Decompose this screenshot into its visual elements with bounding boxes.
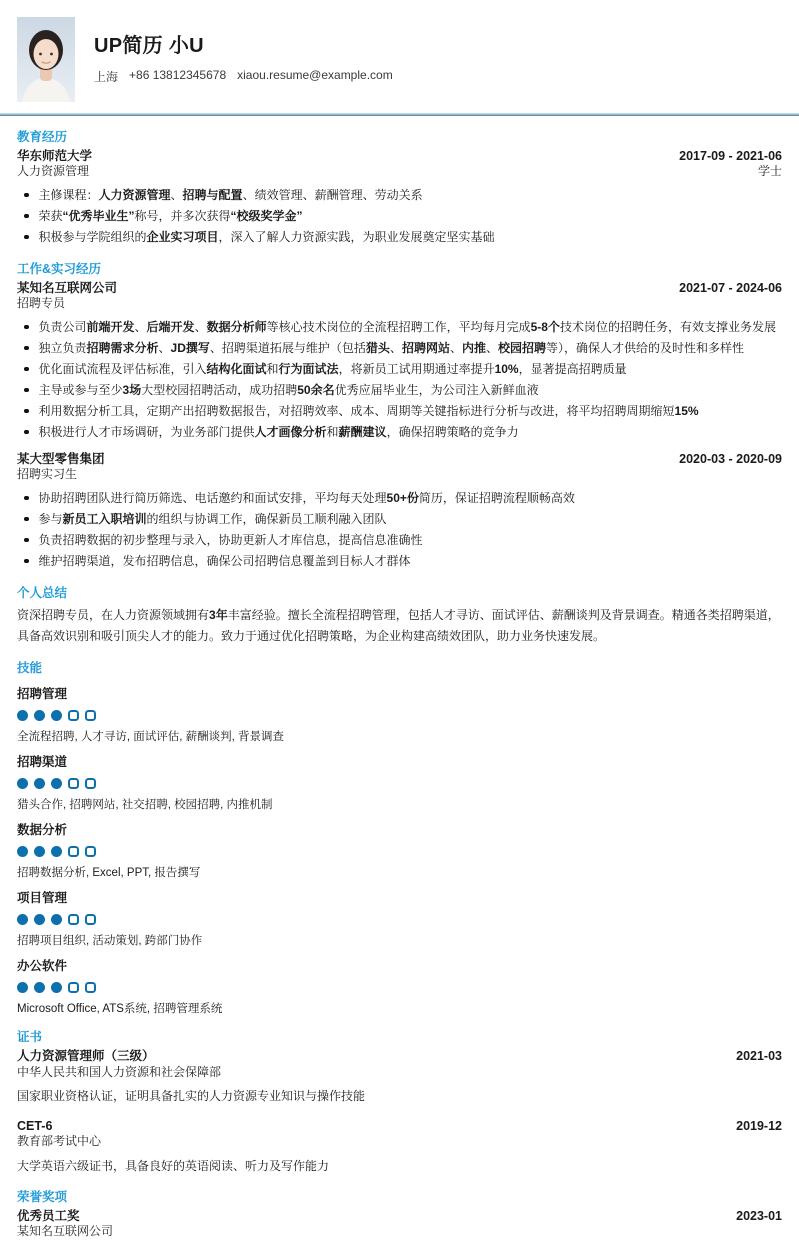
skill-description: 猎头合作, 招聘网站, 社交招聘, 校园招聘, 内推机制 (17, 799, 273, 812)
award-issuer: 某知名互联网公司 (17, 1224, 114, 1239)
bullet-marker (24, 388, 29, 393)
skill-description: Microsoft Office, ATS系统, 招聘管理系统 (17, 1003, 223, 1016)
bullet-marker (24, 559, 29, 564)
certificate-entry-title: 人力资源管理师（三级） (17, 1049, 155, 1064)
skill-name: 项目管理 (17, 891, 68, 906)
certificate-entry (17, 1048, 782, 1104)
bullet-marker (24, 367, 29, 372)
bullet-text: 负责招聘数据的初步整理与录入，协助更新人才库信息，提高信息准确性 (38, 532, 423, 547)
section-title-summary: 个人总结 (17, 585, 68, 600)
skill-dot-empty (85, 710, 96, 721)
education-bullets (17, 185, 782, 248)
skill-dot-filled (51, 846, 62, 857)
skill-dot-empty (68, 982, 79, 993)
skill-dot-filled (17, 778, 28, 789)
skill-name: 招聘管理 (17, 687, 68, 702)
bullet-item (17, 401, 782, 422)
bullet-item (17, 338, 782, 359)
skill-dot-filled (51, 710, 62, 721)
skill-description: 招聘项目组织, 活动策划, 跨部门协作 (17, 935, 203, 948)
bullet-text: 维护招聘渠道，发布招聘信息，确保公司招聘信息覆盖到目标人才群体 (38, 553, 411, 568)
skill-name: 办公软件 (17, 959, 68, 974)
skill-dot-empty (68, 914, 79, 925)
award-entry-date: 2023-01 (736, 1209, 782, 1224)
education-entry (17, 148, 782, 248)
skill-dot-empty (85, 982, 96, 993)
header-info (94, 17, 393, 102)
skill-level-dots (17, 914, 782, 925)
bullet-marker (24, 517, 29, 522)
work-entry (17, 280, 782, 443)
avatar-illustration (17, 17, 75, 102)
skill-description: 全流程招聘, 人才寻访, 面试评估, 薪酬谈判, 背景调查 (17, 731, 285, 744)
contact-phone: +86 13812345678 (129, 68, 227, 82)
work-entry-date: 2021-07 - 2024-06 (679, 280, 782, 295)
bullet-item (17, 227, 782, 248)
certificate-description: 大学英语六级证书，具备良好的英语阅读、听力及写作能力 (17, 1158, 330, 1173)
bullet-marker (24, 538, 29, 543)
bullet-marker (24, 325, 29, 330)
skill-level-dots (17, 846, 782, 857)
bullet-marker (24, 409, 29, 414)
skill-dot-empty (68, 846, 79, 857)
contact-location: 上海 (94, 70, 119, 84)
work-entry-title: 某知名互联网公司 (17, 280, 118, 295)
resume-header (17, 17, 782, 102)
section-title-awards: 荣誉奖项 (17, 1190, 68, 1205)
section-work (17, 259, 782, 572)
certificate-description: 国家职业资格认证，证明具备扎实的人力资源专业知识与操作技能 (17, 1089, 366, 1104)
skill-item (17, 956, 782, 1016)
candidate-name: UP简历 小U (94, 35, 204, 57)
skill-dot-filled (34, 982, 45, 993)
skill-dot-filled (17, 914, 28, 925)
bullet-text: 利用数据分析工具，定期产出招聘数据报告，对招聘效率、成本、周期等关键指标进行分析与改进，将平均招聘周期缩短15% (38, 403, 699, 418)
job-role: 招聘专员 (17, 296, 66, 311)
summary-text: 资深招聘专员，在人力资源领域拥有3年丰富经验。擅长全流程招聘管理，包括人才寻访、面试评估、薪酬谈判及背景调查。精通各类招聘渠道，具备高效识别和吸引顶尖人才的能力。致力于通过优化招聘策略，为企业构建高绩效团队，助力业务快速发展。 (17, 607, 780, 643)
section-title-work: 工作&实习经历 (17, 261, 102, 276)
education-entry-left (17, 148, 92, 180)
work-bullets (17, 317, 782, 443)
section-skills (17, 658, 782, 1016)
skill-item (17, 752, 782, 812)
education-date: 2017-09 - 2021-06 (679, 149, 782, 163)
skill-dot-filled (51, 778, 62, 789)
work-entry (17, 451, 782, 572)
school-name: 华东师范大学 (17, 149, 93, 163)
education-entry-head (17, 148, 782, 180)
bullet-item (17, 380, 782, 401)
skill-name: 数据分析 (17, 823, 68, 838)
work-entry-title: 某大型零售集团 (17, 451, 105, 466)
section-title-skills: 技能 (17, 661, 43, 676)
bullet-text: 积极进行人才市场调研，为业务部门提供人才画像分析和薪酬建议，确保招聘策略的竞争力 (38, 424, 519, 439)
skill-dot-filled (51, 914, 62, 925)
section-title-education: 教育经历 (17, 130, 68, 144)
award-entry (17, 1208, 782, 1240)
bullet-text: 荣获“优秀毕业生”称号，并多次获得“校级奖学金” (38, 208, 303, 223)
bullet-marker (24, 496, 29, 501)
bullet-marker (24, 346, 29, 351)
bullet-marker (24, 235, 29, 240)
bullet-item (17, 185, 782, 206)
bullet-item (17, 317, 782, 338)
bullet-text: 协助招聘团队进行简历筛选、电话邀约和面试安排，平均每天处理50+份简历，保证招聘流程顺畅高效 (38, 490, 575, 505)
bullet-text: 独立负责招聘需求分析、JD撰写、招聘渠道拓展与维护（包括猎头、招聘网站、内推、校园招聘等），确保人才供给的及时性和多样性 (38, 340, 745, 355)
bullet-item (17, 530, 782, 551)
skill-dot-empty (85, 778, 96, 789)
certificate-issuer: 中华人民共和国人力资源和社会保障部 (17, 1064, 222, 1079)
skill-dot-filled (51, 982, 62, 993)
bullet-item (17, 422, 782, 443)
section-summary (17, 583, 782, 648)
section-education (17, 127, 782, 248)
skill-dot-empty (85, 846, 96, 857)
bullet-text: 负责公司前端开发、后端开发、数据分析师等核心技术岗位的全流程招聘工作，平均每月完成5-8个技术岗位的招聘任务，有效支撑业务发展 (38, 319, 776, 334)
header-divider (0, 113, 799, 116)
education-entries (17, 148, 782, 248)
bullet-text: 积极参与学院组织的企业实习项目，深入了解人力资源实践，为职业发展奠定坚实基础 (38, 229, 495, 244)
bullet-text: 主修课程：人力资源管理、招聘与配置、绩效管理、薪酬管理、劳动关系 (38, 187, 423, 202)
major-name: 人力资源管理 (17, 164, 90, 179)
contact-info (94, 68, 393, 85)
profile-photo (17, 17, 75, 102)
degree-name: 学士 (757, 164, 782, 179)
bullet-marker (24, 193, 29, 198)
certificate-entry-head (17, 1118, 782, 1134)
skill-dot-filled (34, 778, 45, 789)
section-awards (17, 1187, 782, 1240)
skill-level-dots (17, 710, 782, 721)
award-entry-head (17, 1208, 782, 1224)
skill-name: 招聘渠道 (17, 755, 68, 770)
section-title-certificates: 证书 (17, 1030, 43, 1045)
skill-dot-empty (68, 710, 79, 721)
skill-description: 招聘数据分析, Excel, PPT, 报告撰写 (17, 867, 201, 880)
certificate-issuer: 教育部考试中心 (17, 1133, 102, 1148)
skill-level-dots (17, 778, 782, 789)
work-entry-date: 2020-03 - 2020-09 (679, 451, 782, 466)
contact-email: xiaou.resume@example.com (237, 68, 393, 82)
certificate-entry-title: CET-6 (17, 1118, 53, 1133)
bullet-item (17, 509, 782, 530)
skill-dot-filled (34, 710, 45, 721)
bullet-marker (24, 214, 29, 219)
bullet-item (17, 359, 782, 380)
work-entries (17, 280, 782, 572)
bullet-item (17, 551, 782, 572)
certificate-entry-head (17, 1048, 782, 1064)
bullet-text: 主导或参与至少3场大型校园招聘活动，成功招聘50余名优秀应届毕业生，为公司注入新鲜血液 (38, 382, 539, 397)
bullet-item (17, 206, 782, 227)
skill-dot-filled (17, 710, 28, 721)
education-entry-right (679, 148, 782, 180)
skills-list (17, 684, 782, 1016)
certificate-entries (17, 1048, 782, 1174)
bullet-text: 参与新员工入职培训的组织与协调工作，确保新员工顺利融入团队 (38, 511, 387, 526)
skill-item (17, 684, 782, 744)
skill-dot-filled (34, 914, 45, 925)
skill-dot-empty (68, 778, 79, 789)
bullet-item (17, 488, 782, 509)
bullet-text: 优化面试流程及评估标准，引入结构化面试和行为面试法，将新员工试用期通过率提升10%，显著提高招聘质量 (38, 361, 627, 376)
award-entries (17, 1208, 782, 1240)
certificate-entry (17, 1118, 782, 1174)
skill-dot-empty (85, 914, 96, 925)
bullet-marker (24, 430, 29, 435)
certificate-entry-date: 2021-03 (736, 1049, 782, 1064)
skill-dot-filled (17, 982, 28, 993)
work-entry-head (17, 280, 782, 296)
award-entry-title: 优秀员工奖 (17, 1209, 80, 1224)
skill-level-dots (17, 982, 782, 993)
certificate-entry-date: 2019-12 (736, 1118, 782, 1133)
work-entry-head (17, 451, 782, 467)
skill-item (17, 888, 782, 948)
skill-dot-filled (17, 846, 28, 857)
skill-item (17, 820, 782, 880)
job-role: 招聘实习生 (17, 466, 78, 481)
skill-dot-filled (34, 846, 45, 857)
section-certificates (17, 1027, 782, 1174)
work-bullets (17, 488, 782, 572)
